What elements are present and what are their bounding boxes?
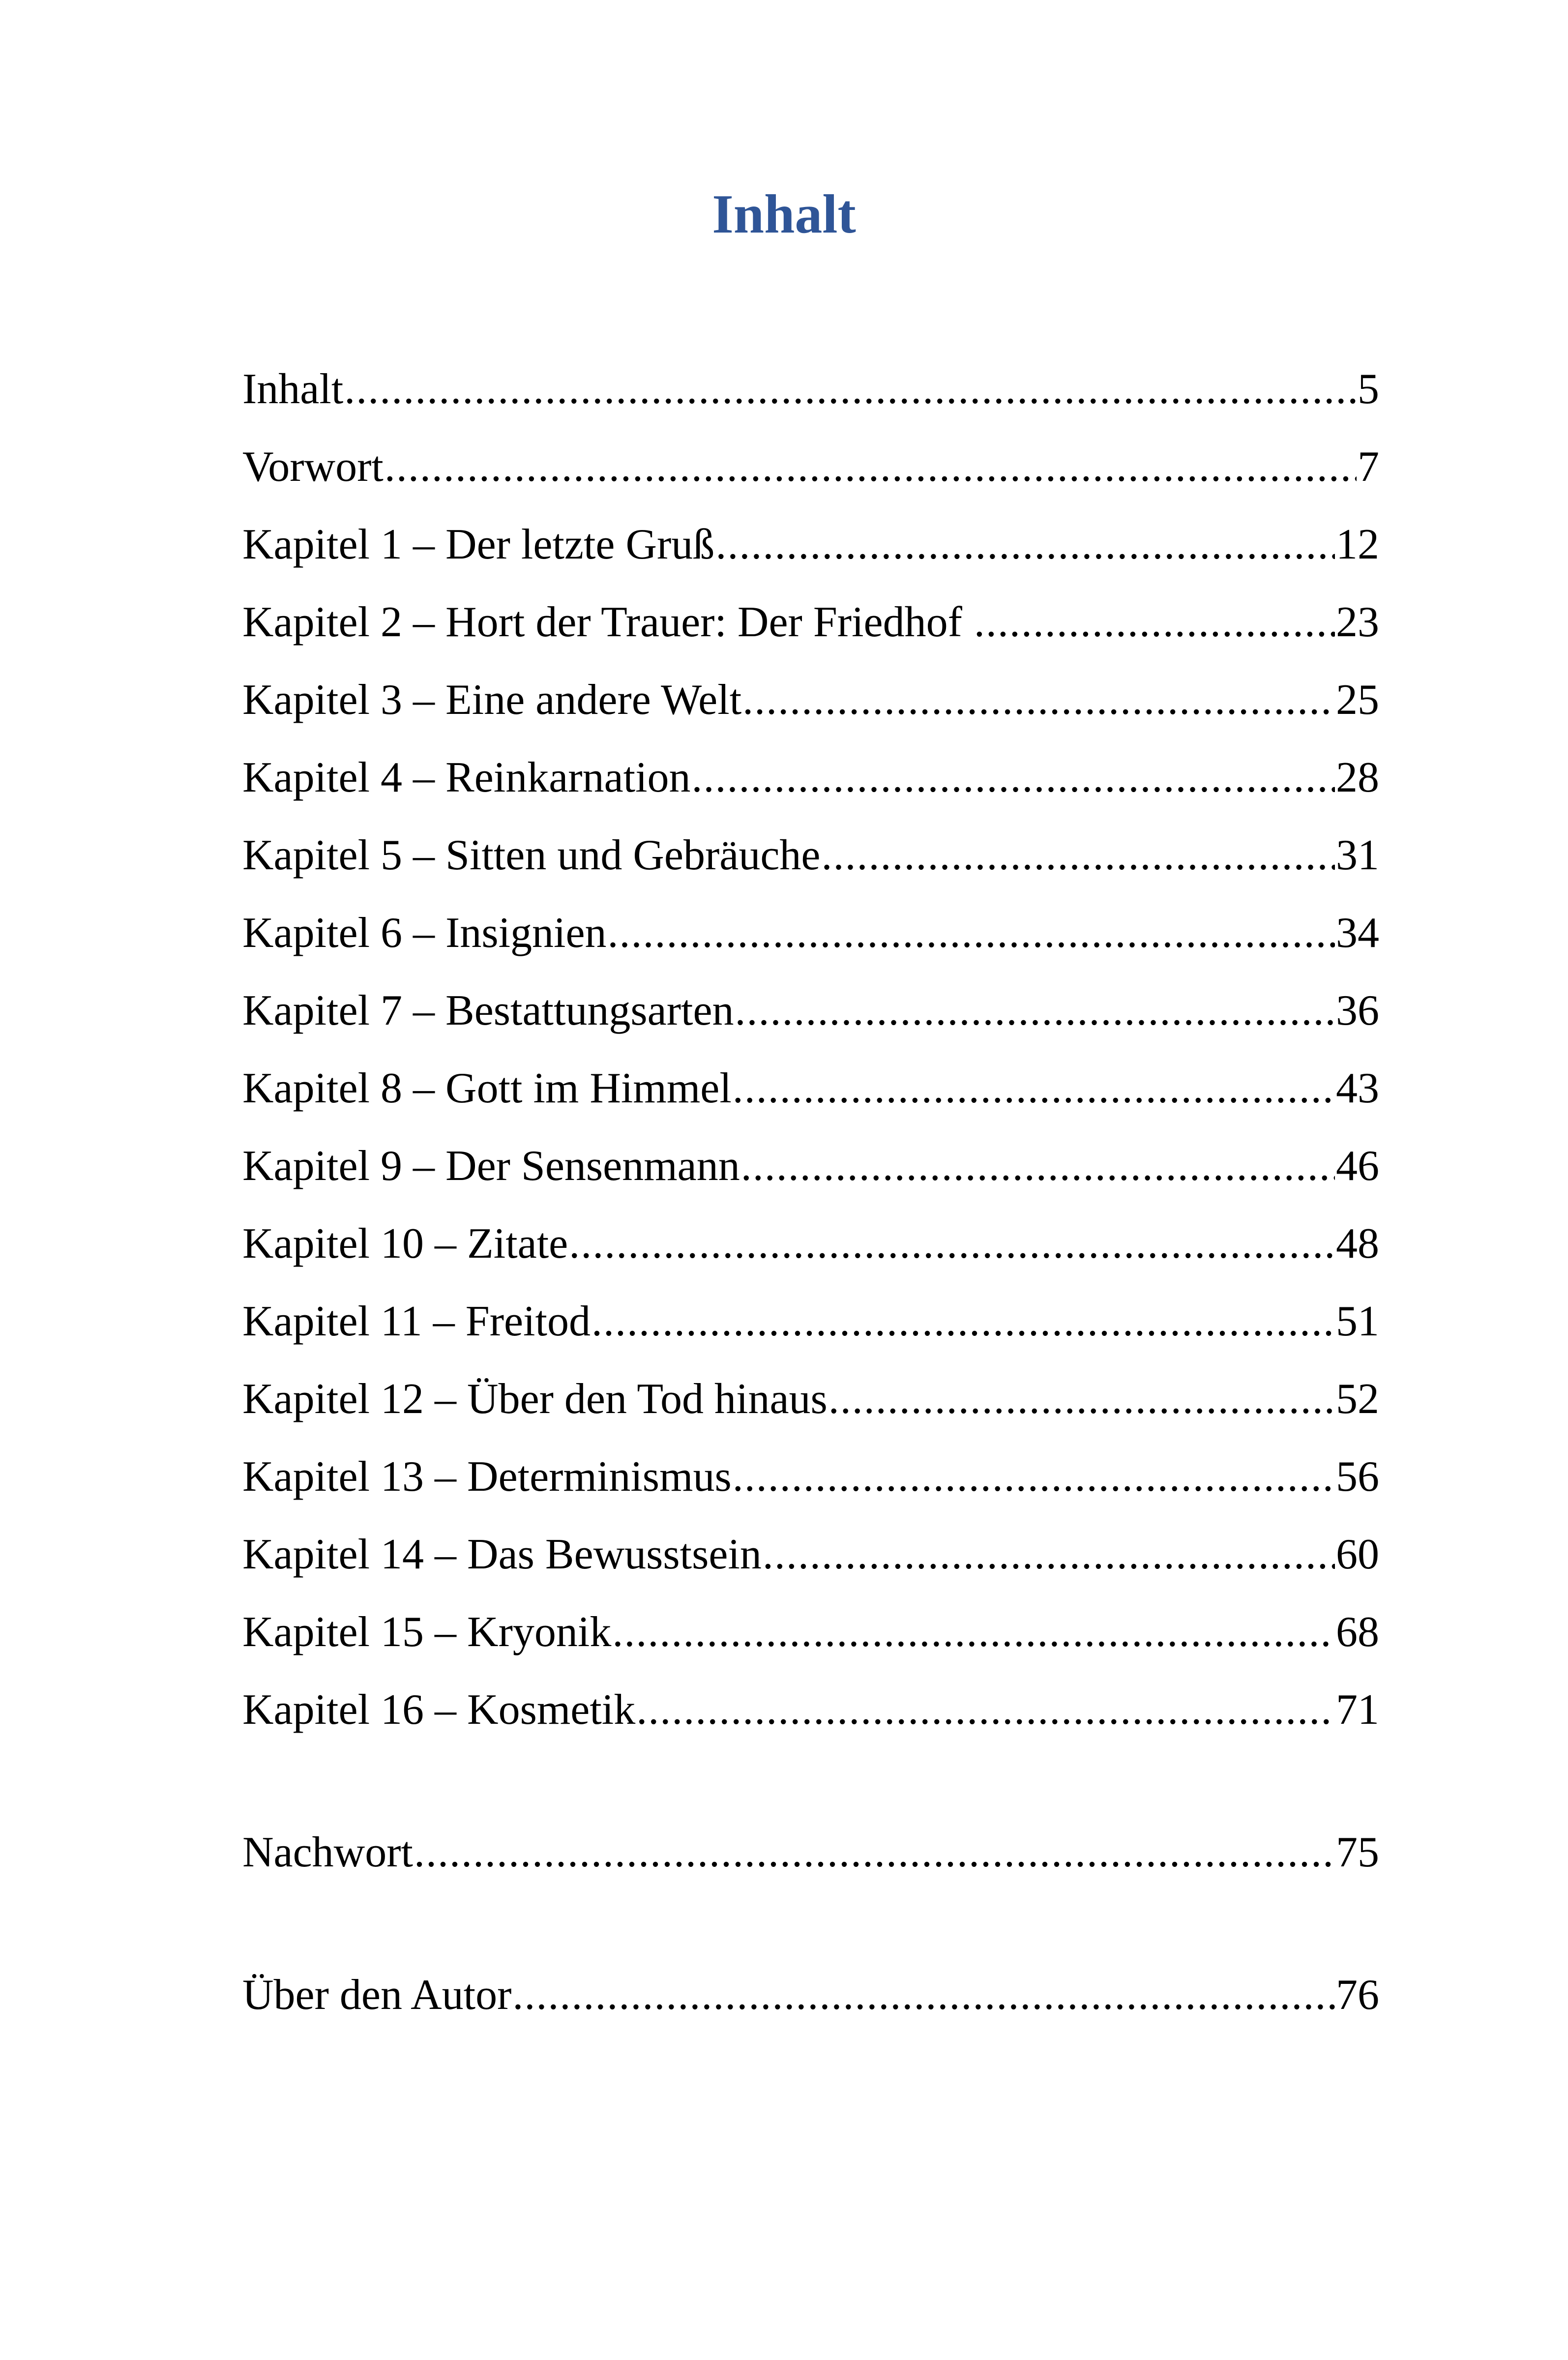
- toc-entry[interactable]: [242, 1300, 1379, 1378]
- toc-leader-dots: [735, 989, 1335, 1032]
- toc-entry-label: Kapitel 5 – Sitten und Gebräuche: [242, 834, 821, 879]
- toc-entry-page: 76: [1336, 1974, 1379, 2019]
- toc-entry-label: Inhalt: [242, 368, 344, 413]
- toc-entry[interactable]: [242, 1455, 1379, 1533]
- toc-entry-page: 68: [1336, 1611, 1379, 1656]
- toc-entry-page: 52: [1336, 1378, 1379, 1423]
- toc-entry-page: 56: [1336, 1455, 1379, 1501]
- toc-leader-dots: [385, 445, 1357, 489]
- toc-entry-label: Kapitel 12 – Über den Tod hinaus: [242, 1378, 828, 1423]
- toc-entry[interactable]: [242, 368, 1379, 445]
- toc-entry-label: Kapitel 10 – Zitate: [242, 1222, 568, 1268]
- toc-entry[interactable]: [242, 523, 1379, 601]
- toc-leader-dots: [741, 1145, 1335, 1188]
- toc-entry[interactable]: [242, 445, 1379, 523]
- toc-entry[interactable]: [242, 678, 1379, 756]
- toc-entry-page: 28: [1336, 756, 1379, 801]
- toc-entry-page: 34: [1336, 912, 1379, 957]
- toc-entry-label: Kapitel 4 – Reinkarnation: [242, 756, 691, 801]
- toc-entry-page: 23: [1336, 601, 1379, 646]
- toc-entry-label: Kapitel 3 – Eine andere Welt: [242, 678, 742, 724]
- toc-entry-page: 36: [1336, 989, 1379, 1034]
- table-of-contents: [242, 368, 1379, 2051]
- page-title: Inhalt: [712, 184, 856, 245]
- toc-leader-dots: [414, 1831, 1335, 1874]
- toc-entry-page: 75: [1336, 1831, 1379, 1876]
- toc-leader-dots: [612, 1611, 1335, 1654]
- toc-entry-page: 71: [1336, 1688, 1379, 1734]
- toc-entry-page: 43: [1336, 1067, 1379, 1112]
- toc-entry[interactable]: [242, 1831, 1379, 1909]
- toc-entry-label: Kapitel 7 – Bestattungsarten: [242, 989, 734, 1034]
- toc-entry[interactable]: [242, 1974, 1379, 2051]
- toc-entry-page: 48: [1336, 1222, 1379, 1268]
- toc-entry[interactable]: [242, 601, 1379, 678]
- toc-entry-label: Kapitel 6 – Insignien: [242, 912, 607, 957]
- toc-leader-dots: [569, 1222, 1335, 1266]
- toc-entry-label: Über den Autor: [242, 1974, 512, 2019]
- toc-entry[interactable]: [242, 1688, 1379, 1766]
- toc-entry-page: 60: [1336, 1533, 1379, 1578]
- toc-entry-label: Kapitel 8 – Gott im Himmel: [242, 1067, 732, 1112]
- toc-entry-page: 51: [1336, 1300, 1379, 1345]
- toc-entry-label: Kapitel 13 – Determinismus: [242, 1455, 732, 1501]
- toc-entry-label: Vorwort: [242, 445, 384, 491]
- toc-entry-label: Kapitel 11 – Freitod: [242, 1300, 591, 1345]
- toc-entry[interactable]: [242, 1533, 1379, 1611]
- toc-entry-label: Kapitel 9 – Der Sensenmann: [242, 1145, 740, 1190]
- toc-entry[interactable]: [242, 912, 1379, 989]
- toc-leader-dots: [763, 1533, 1335, 1576]
- toc-leader-dots: [742, 678, 1335, 722]
- toc-leader-dots: [821, 834, 1335, 877]
- toc-entry[interactable]: [242, 1222, 1379, 1300]
- toc-entry-label: Nachwort: [242, 1831, 413, 1876]
- toc-entry-page: 12: [1336, 523, 1379, 568]
- toc-leader-dots: [733, 1067, 1335, 1110]
- toc-entry[interactable]: [242, 1067, 1379, 1145]
- toc-entry[interactable]: [242, 1611, 1379, 1688]
- toc-leader-dots: [608, 912, 1335, 955]
- toc-entry[interactable]: [242, 756, 1379, 834]
- toc-entry-page: 7: [1358, 445, 1379, 491]
- toc-entry-label: Kapitel 2 – Hort der Trauer: Der Friedhof: [242, 601, 973, 646]
- toc-entry[interactable]: [242, 1145, 1379, 1222]
- toc-entry-label: Kapitel 1 – Der letzte Gruß: [242, 523, 715, 568]
- toc-leader-dots: [636, 1688, 1335, 1732]
- toc-leader-dots: [828, 1378, 1335, 1421]
- toc-entry[interactable]: [242, 989, 1379, 1067]
- toc-leader-dots: [733, 1455, 1335, 1499]
- toc-entry-page: 46: [1336, 1145, 1379, 1190]
- toc-entry-page: 5: [1358, 368, 1379, 413]
- toc-entry-page: 25: [1336, 678, 1379, 724]
- toc-entry-label: Kapitel 14 – Das Bewusstsein: [242, 1533, 762, 1578]
- toc-entry[interactable]: [242, 1378, 1379, 1455]
- toc-entry-page: 31: [1336, 834, 1379, 879]
- toc-leader-dots: [715, 523, 1335, 566]
- toc-leader-dots: [592, 1300, 1335, 1343]
- toc-leader-dots: [344, 368, 1357, 411]
- toc-entry-label: Kapitel 15 – Kryonik: [242, 1611, 612, 1656]
- toc-leader-dots: [974, 601, 1335, 644]
- toc-entry[interactable]: [242, 834, 1379, 912]
- toc-leader-dots: [512, 1974, 1335, 2017]
- toc-leader-dots: [692, 756, 1335, 799]
- toc-entry-label: Kapitel 16 – Kosmetik: [242, 1688, 636, 1734]
